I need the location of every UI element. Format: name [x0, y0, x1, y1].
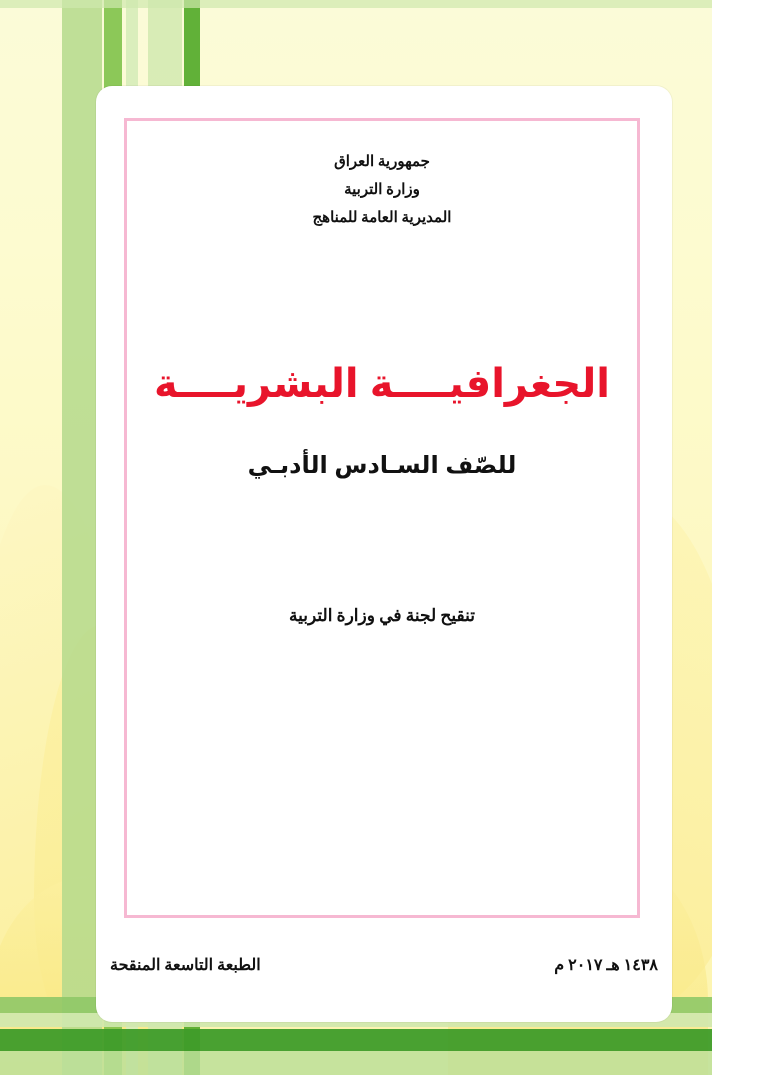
book-title: الجغرافيــــة البشريــــة: [154, 362, 610, 406]
cover-footer: [110, 955, 658, 975]
footer-edition: الطبعة التاسعة المنقحة: [110, 957, 261, 974]
book-subtitle: للصّف السـادس الأدبـي: [247, 452, 517, 479]
header-line-directorate: المديرية العامة للمناهج: [312, 209, 452, 226]
right-white-margin: [712, 0, 768, 1075]
ministry-header: [127, 149, 637, 232]
header-line-country: جمهورية العراق: [334, 154, 430, 170]
horizontal-stripe-top: [0, 0, 768, 8]
horizontal-stripe-3: [0, 1029, 768, 1051]
committee-credit: تنقيح لجنة في وزارة التربية: [289, 606, 475, 625]
header-line-ministry: وزارة التربية: [344, 181, 420, 198]
horizontal-stripe-4: [0, 1051, 768, 1075]
pink-frame: [124, 118, 640, 918]
footer-year: ١٤٣٨ هـ ٢٠١٧ م: [554, 957, 658, 974]
